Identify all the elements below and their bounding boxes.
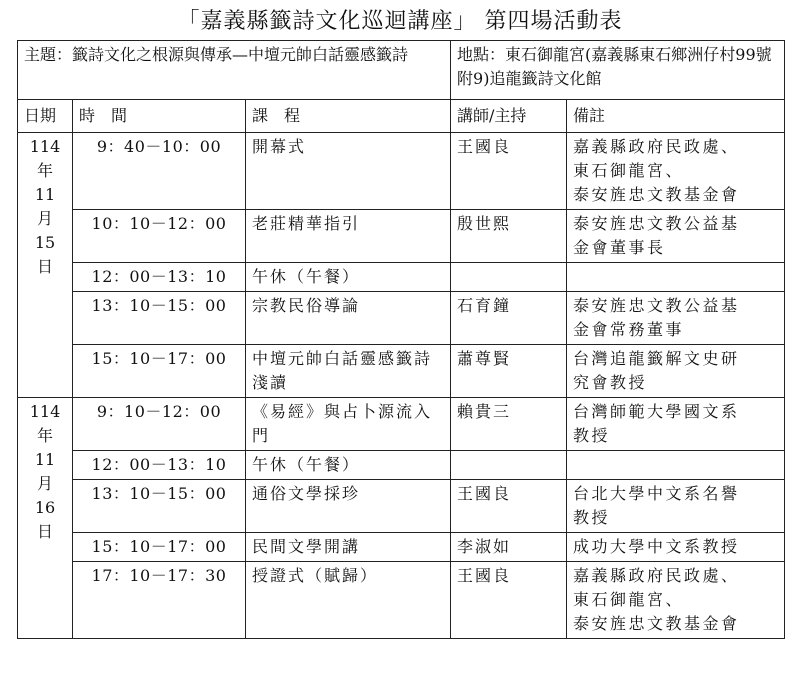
note-line: 台北大學中文系名譽: [573, 484, 740, 503]
note-line: 教授: [573, 508, 611, 527]
teacher-cell: 石育鐘: [451, 292, 567, 345]
table-row: [18, 345, 785, 398]
date-cell: [18, 133, 73, 398]
note-cell: [567, 562, 785, 639]
location-cell: 地點：東石御龍宮(嘉義縣東石鄉洲仔村99號附9)追龍籤詩文化館: [451, 41, 785, 100]
teacher-cell: 蕭尊賢: [451, 345, 567, 398]
note-line: 成功大學中文系教授: [573, 537, 740, 556]
note-cell: [567, 292, 785, 345]
course-cell: 午休（午餐）: [246, 263, 451, 292]
time-cell: 9：40－10：00: [73, 133, 246, 210]
note-cell: [567, 533, 785, 562]
table-row: [18, 562, 785, 639]
table-row: [18, 292, 785, 345]
time-cell: 12：00－13：10: [73, 451, 246, 480]
schedule-table: [17, 40, 785, 639]
note-line: 嘉義縣政府民政處、: [573, 566, 740, 585]
time-cell: 15：10－17：00: [73, 345, 246, 398]
date-line: 16: [34, 498, 56, 517]
teacher-cell: 王國良: [451, 133, 567, 210]
page-title: 「嘉義縣籤詩文化巡迴講座」 第四場活動表: [177, 9, 623, 34]
note-line: 泰安旌忠文教公益基: [573, 214, 740, 233]
date-line: 日: [36, 257, 53, 276]
course-cell: 民間文學開講: [246, 533, 451, 562]
course-cell: 開幕式: [246, 133, 451, 210]
info-row: [18, 41, 785, 100]
table-row: [18, 451, 785, 480]
course-cell: 《易經》與占卜源流入門: [246, 398, 451, 451]
date-line: 日: [36, 522, 53, 541]
time-cell: 12：00－13：10: [73, 263, 246, 292]
date-line: 11: [34, 450, 56, 469]
teacher-cell: [451, 451, 567, 480]
note-line: 教授: [573, 426, 611, 445]
teacher-cell: 王國良: [451, 562, 567, 639]
table-row: [18, 263, 785, 292]
table-row: [18, 533, 785, 562]
note-line: 泰安旌忠文教基金會: [573, 185, 740, 204]
date-line: 11: [34, 185, 56, 204]
note-line: 泰安旌忠文教基金會: [573, 614, 740, 633]
table-row: [18, 133, 785, 210]
course-cell: 中壇元帥白話靈感籤詩淺讀: [246, 345, 451, 398]
note-cell: [567, 133, 785, 210]
theme-cell: 主題：籤詩文化之根源與傳承—中壇元帥白話靈感籤詩: [18, 41, 451, 100]
time-cell: 10：10－12：00: [73, 210, 246, 263]
teacher-cell: [451, 263, 567, 292]
note-cell: [567, 263, 785, 292]
date-line: 月: [36, 209, 53, 228]
note-line: 東石御龍宮、: [573, 590, 685, 609]
course-cell: 授證式（賦歸）: [246, 562, 451, 639]
time-cell: 15：10－17：00: [73, 533, 246, 562]
note-cell: [567, 451, 785, 480]
note-line: 台灣師範大學國文系: [573, 402, 740, 421]
note-line: 金會董事長: [573, 238, 666, 257]
date-cell: [18, 398, 73, 639]
teacher-cell: 殷世熙: [451, 210, 567, 263]
date-line: 年: [36, 161, 53, 180]
time-cell: 9：10－12：00: [73, 398, 246, 451]
course-cell: 通俗文學採珍: [246, 480, 451, 533]
course-cell: 宗教民俗導論: [246, 292, 451, 345]
time-cell: 13：10－15：00: [73, 480, 246, 533]
teacher-cell: 賴貴三: [451, 398, 567, 451]
note-cell: [567, 480, 785, 533]
note-line: 金會常務董事: [573, 320, 685, 339]
table-row: [18, 210, 785, 263]
time-cell: 13：10－15：00: [73, 292, 246, 345]
header-note: 備註: [567, 100, 785, 133]
course-cell: 午休（午餐）: [246, 451, 451, 480]
note-cell: [567, 345, 785, 398]
course-cell: 老莊精華指引: [246, 210, 451, 263]
note-line: 究會教授: [573, 373, 648, 392]
header-row: [18, 100, 785, 133]
teacher-cell: 王國良: [451, 480, 567, 533]
note-line: 嘉義縣政府民政處、: [573, 137, 740, 156]
date-line: 114: [29, 402, 61, 421]
teacher-cell: 李淑如: [451, 533, 567, 562]
note-cell: [567, 398, 785, 451]
date-line: 114: [29, 137, 61, 156]
date-line: 年: [36, 426, 53, 445]
note-line: 泰安旌忠文教公益基: [573, 296, 740, 315]
note-cell: [567, 210, 785, 263]
table-row: [18, 398, 785, 451]
header-teacher: 講師/主持: [451, 100, 567, 133]
note-line: 東石御龍宮、: [573, 161, 685, 180]
note-line: 台灣追龍籤解文史研: [573, 349, 740, 368]
time-cell: 17：10－17：30: [73, 562, 246, 639]
date-line: 月: [36, 474, 53, 493]
header-course: 課 程: [246, 100, 451, 133]
date-line: 15: [34, 233, 56, 252]
header-time: 時 間: [73, 100, 246, 133]
table-row: [18, 480, 785, 533]
header-date: 日期: [18, 100, 73, 133]
